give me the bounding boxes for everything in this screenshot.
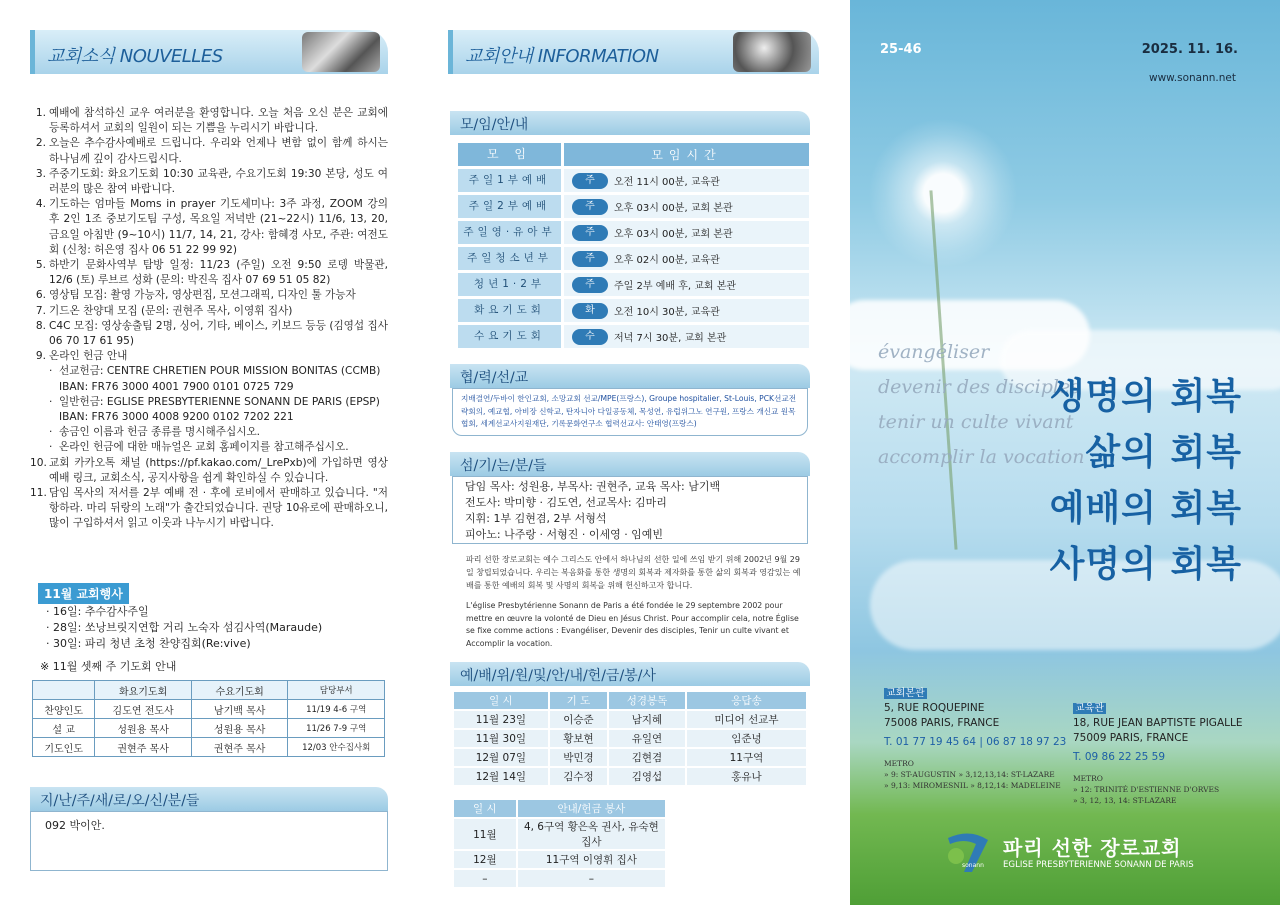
table-cell: 11월 23일 [453,710,549,729]
table-cell: 남지혜 [608,710,686,729]
table-row [453,729,807,748]
item-text: 오늘은 추수감사예배로 드립니다. 우리와 언제나 변함 없이 함께 하시는 하나님께 깊이 감사드립시다. [49,137,388,165]
table-cell: – [453,869,517,888]
day-badge: 주 [572,199,608,215]
item-text: 온라인 헌금 안내 [49,350,128,363]
news-item [30,319,388,349]
item-number: 10. [30,456,47,469]
about-korean: 파리 선한 장로교회는 예수 그리스도 안에서 하나님의 선한 일에 쓰임 받기 위해 2002년 9월 29일 창립되었습니다. 우리는 복음화를 통한 생명의 회복과 제자화를 통한 삶의 회복과 영감있는 예배를 통한 예배의 회복 및 사명의 회복을 위해 헌신하고자 합니다. [466,555,801,590]
day-badge: 수 [572,329,608,345]
offering-detail: · 일반헌금: EGLISE PRESBYTERIENNE SONANN DE PARIS (EPSP) IBAN: FR76 3000 4008 9200 0102 7202 221 [49,395,388,425]
table-row [33,719,385,738]
item-number: 7. [35,304,46,317]
news-item [30,136,388,166]
main-building-label: 교회본관 [886,688,925,699]
table-cell: – [517,869,666,888]
table-row [33,738,385,757]
news-item [30,106,388,136]
table-row [453,818,666,850]
table-cell: 성경봉독 [608,691,686,710]
church-name: 파리 선한 장로교회 [1003,836,1182,860]
table-cell: 김영섭 [608,767,686,786]
korean-motto: 삶의 회복 [1085,432,1242,473]
meeting-row [458,325,809,348]
table-cell: 일 시 [453,691,549,710]
item-number: 11. [30,487,47,500]
meeting-time: 오전 11시 00분, 교육관 [614,177,720,188]
meeting-row [458,195,809,218]
french-motto: évangéliser [878,341,990,363]
table-row [33,681,385,700]
table-cell: 11월 [453,818,517,850]
item-text: 영상팀 모집: 촬영 가능자, 영상편집, 모션그래픽, 디자인 툴 가능자 [49,289,356,302]
table-cell: 담당부서 [288,681,385,700]
table-cell: 김수정 [549,767,608,786]
church-name-french: EGLISE PRESBYTERIENNE SONANN DE PARIS [1003,860,1194,870]
book-photo [302,32,380,72]
table-cell: 미디어 선교부 [686,710,807,729]
table-cell: 임준녕 [686,729,807,748]
item-text: 기도하는 엄마들 Moms in prayer 기도세미나: 3주 과정, ZOOM 강의 후 2인 1조 중보기도팀 구성, 목요일 저녁반 (21~22시) 11/6, 13, 20, 금요일 아침반 (9~10시) 11/7, 14, 21, 강사: 함혜경 사모, 주관: 여전도회 (신청: 허은영 집사 06 51 22 99 92) [49,198,388,256]
table-cell: 응답송 [686,691,807,710]
table-cell: 홍유나 [686,767,807,786]
item-text: 예배에 참석하신 교우 여러분을 환영합니다. 오늘 처음 오신 분은 교회에 등록하셔서 교회의 일원이 되는 기쁨을 누리시기 바랍니다. [49,107,388,135]
french-motto: tenir un culte vivant [878,411,1074,433]
info-header [448,30,819,74]
item-text: 기드온 찬양대 모집 (문의: 권현주 목사, 이영휘 집사) [49,304,293,317]
item-text: 주중기도회: 화요기도회 10:30 교육관, 수요기도회 19:30 본당, 성도 여러분의 많은 참여 바랍니다. [49,167,388,196]
meeting-row [458,221,809,244]
korean-motto: 사명의 회복 [1049,544,1242,585]
table-cell: 황보현 [549,729,608,748]
day-badge: 화 [572,303,608,319]
issue-number: 25-46 [880,42,922,57]
table-cell: 유일연 [608,729,686,748]
table-cell: 이승준 [549,710,608,729]
table-cell: 화요기도회 [95,681,192,700]
staff-header: 섬/기/는/분/들 [450,452,810,476]
education-building-label: 교육관 [1075,703,1104,714]
meeting-time: 오후 03시 00분, 교회 본관 [614,203,733,214]
meeting-time-cell [564,195,809,218]
table-cell: 4, 6구역 황은옥 권사, 유숙현 집사 [517,818,666,850]
table-cell: 김도연 전도사 [95,700,192,719]
meeting-name: 화요기도회 [458,299,561,322]
table-row [453,850,666,869]
table-cell: 설 교 [33,719,95,738]
education-building-address: 교육관 18, RUE JEAN BAPTISTE PIGALLE 75009 PARIS, FRANCE T. 09 86 22 25 59 METRO » 12: TRINITÉ D'ESTIENNE D'ORVES » 3, 12, 13, 14: ST-LAZARE [1073,701,1273,806]
item-text: 하반기 문화사역부 탐방 일정: 11/23 (주일) 오전 9:50 로뎅 박물관, 12/6 (토) 루브르 성화 (문의: 박진옥 집사 07 69 51 05 82) [49,259,388,287]
meeting-row [458,299,809,322]
staff-box [452,476,808,544]
meeting-row [458,273,809,296]
meeting-time: 오후 02시 00분, 교육관 [614,255,720,266]
dandelion-icon [868,118,1018,268]
table-cell [33,681,95,700]
table-cell: 수요기도회 [191,681,288,700]
table-row [453,748,807,767]
usher-table [452,798,667,889]
table-row [453,869,666,888]
news-item [30,456,388,486]
november-events-tag: 11월 교회행사 [38,583,129,604]
table-cell: 11월 30일 [453,729,549,748]
item-number: 3. [35,167,46,180]
mission-header: 협/력/선/교 [450,364,810,388]
duty-header: 예/배/위/원/및/안/내/헌/금/봉/사 [450,662,810,686]
education-phone: T. 09 86 22 25 59 [1073,751,1165,763]
main-building-address: 교회본관 5, RUE ROQUEPINE 75008 PARIS, FRANCE T. 01 77 19 45 64 | 06 87 18 97 23 METRO » 9: ST-AUGUSTIN » 3,12,13,14: ST-LAZARE » 9,13: MIROMESNIL » 8,12,14: MADELEINE [884,686,1074,791]
meeting-time: 저녁 7시 30분, 교회 본관 [614,333,727,344]
prayer-title: ※ 11월 셋째 주 기도회 안내 [40,660,177,673]
visitors-text: 092 박이안. [45,819,105,832]
table-cell: 기 도 [549,691,608,710]
item-text: 교회 카카오톡 채널 (https://pf.kakao.com/_LrePxb)에 가입하면 영상예배 링크, 교회소식, 공지사항을 쉽게 확인하실 수 있습니다. [49,456,388,484]
event-text: 16일: 추수감사주일 [53,605,149,618]
item-text: C4C 모집: 영상송출팀 2명, 싱어, 기타, 베이스, 키보드 등등 (김영섭 집사 06 70 17 61 95) [49,319,388,348]
staff-list [465,479,720,543]
meeting-name: 수요기도회 [458,325,561,348]
table-cell: 12월 [453,850,517,869]
table-cell: 12월 14일 [453,767,549,786]
french-motto: accomplir la vocation [878,446,1085,468]
news-column [0,0,425,905]
item-number: 2. [35,137,46,150]
info-title: 교회안내 INFORMATION [465,46,659,67]
meeting-time: 주일 2부 예배 후, 교회 본관 [614,281,737,292]
table-row [33,700,385,719]
meeting-name: 주일2부예배 [458,195,561,218]
staff-line: 전도사: 박미향 · 김도연, 선교목사: 김마리 [465,496,667,509]
event-text: 28일: 쏘낭브릿지연합 거리 노숙자 섬김사역(Maraude) [53,621,323,634]
col-time: 모임시간 [564,143,809,166]
prayer-table [32,680,385,757]
table-cell: 박민경 [549,748,608,767]
mission-box [452,388,808,436]
table-cell: 일 시 [453,799,517,818]
meeting-time-cell [564,169,809,192]
staff-line: 지휘: 1부 김현겸, 2부 서형석 [465,512,607,525]
table-cell: 기도인도 [33,738,95,757]
news-item [30,258,388,288]
main-phone: T. 01 77 19 45 64 | 06 87 18 97 23 [884,736,1067,748]
item-text: 담임 목사의 저서를 2부 예배 전 · 후에 로비에서 판매하고 있습니다. "저항하라. 마리 뒤랑의 노래"가 출간되었습니다. 권당 10유로에 판매하오니, 많이 구입하셔서 읽고 이웃과 나누시기 바랍니다. [49,487,388,530]
table-cell: 성원용 목사 [95,719,192,738]
table-cell: 찬양인도 [33,700,95,719]
meeting-name: 주일청소년부 [458,247,561,270]
table-cell: 11/19 4-6 구역 [288,700,385,719]
news-item [30,167,388,197]
event-item: · 16일: 추수감사주일 [46,605,149,618]
item-number: 9. [35,350,46,363]
item-number: 5. [35,259,46,272]
event-item: · 30일: 파리 청년 초청 찬양집회(Re:vive) [46,637,251,650]
meeting-time: 오후 03시 00분, 교회 본관 [614,229,733,240]
table-row [453,767,807,786]
item-number: 6. [35,289,46,302]
item-number: 8. [35,319,46,332]
meetings-head [458,143,809,166]
table-row [453,710,807,729]
meeting-name: 청년1·2부 [458,273,561,296]
table-cell: 남기백 목사 [191,700,288,719]
meeting-time-cell [564,273,809,296]
day-badge: 주 [572,251,608,267]
staff-line: 담임 목사: 성원용, 부목사: 권현주, 교육 목사: 남기백 [465,480,721,493]
french-motto: devenir des disciples [878,376,1080,398]
table-cell: 안내/헌금 봉사 [517,799,666,818]
table-cell: 11구역 이영휘 집사 [517,850,666,869]
meeting-time-cell [564,299,809,322]
meeting-name: 주일1부예배 [458,169,561,192]
offering-detail: · 온라인 헌금에 대한 매뉴얼은 교회 홈페이지를 참고해주십시오. [49,440,388,455]
table-row [453,799,666,818]
visitors-header: 지/난/주/새/로/오/신/분/들 [30,787,388,811]
duty-table [452,690,808,787]
table-cell: 권현주 목사 [191,738,288,757]
visitors-box [30,811,388,871]
table-cell: 11구역 [686,748,807,767]
meetings-header: 모/임/안/내 [450,111,810,135]
korean-motto: 예배의 회복 [1049,488,1242,529]
website-link[interactable]: www.sonann.net [1149,72,1236,84]
event-item: · 28일: 쏘낭브릿지연합 거리 노숙자 섬김사역(Maraude) [46,621,323,634]
news-item [30,349,388,364]
table-row [453,691,807,710]
day-badge: 주 [572,277,608,293]
news-item [30,486,388,532]
meeting-time: 오전 10시 30분, 교육관 [614,307,720,318]
news-header [30,30,388,74]
offering-detail: · 송금인 이름과 헌금 종류를 명시해주십시오. [49,425,388,440]
meetings-table [458,143,809,351]
col-meeting: 모 임 [458,143,561,166]
november-events [46,604,386,652]
day-badge: 주 [572,173,608,189]
issue-date: 2025. 11. 16. [1141,42,1238,57]
news-item [30,304,388,319]
meeting-row [458,247,809,270]
church-logo: sonann [942,826,1000,874]
meeting-time-cell [564,247,809,270]
meeting-name: 주일영·유아부 [458,221,561,244]
offering-detail: · 선교헌금: CENTRE CHRETIEN POUR MISSION BONITAS (CCMB) IBAN: FR76 3000 4001 7900 0101 0725 729 [49,364,388,394]
news-item [30,288,388,303]
table-cell: 성원용 목사 [191,719,288,738]
korean-motto: 생명의 회복 [1049,376,1242,417]
mission-text: 지배결연/두바이 한인교회, 소망교회 선교/MPE(프랑스), Groupe hospitalier, St-Louis, PCK선교전략회의, 예교협, 아비장 신학교, 탄자니아 다일공동체, 목성연, 유럽위그노 연구원, 프랑스 개신교 원목협회, 세계선교사지원재단, 기록문화연구소 협력선교사: 안태영(프랑스) [461,394,797,428]
table-cell: 11/26 7-9 구역 [288,719,385,738]
table-cell: 김현겸 [608,748,686,767]
day-badge: 주 [572,225,608,241]
news-title: 교회소식 NOUVELLES [47,46,223,67]
event-text: 30일: 파리 청년 초청 찬양집회(Re:vive) [53,637,251,650]
table-cell: 12월 07일 [453,748,549,767]
about-french: L'église Presbytérienne Sonann de Paris a été fondée le 29 septembre 2002 pour mettre en œuvre la volonté de Dieu en Jésus Christ. Pour accomplir cela, notre Église se fixe comme actions : Evangéliser, Devenir des disciples, Tenir un culte vivant et Accomplir la vocation. [466,601,799,648]
rose-photo [733,32,811,72]
item-number: 4. [35,198,46,211]
online-offering-list [30,364,388,455]
news-list [30,106,388,532]
news-item [30,197,388,258]
meeting-time-cell [564,221,809,244]
meeting-time-cell [564,325,809,348]
meeting-row [458,169,809,192]
staff-line: 피아노: 나주랑 · 서형진 · 이세영 · 임예빈 [465,528,664,541]
table-cell: 12/03 안수집사회 [288,738,385,757]
table-cell: 권현주 목사 [95,738,192,757]
item-number: 1. [35,107,46,119]
